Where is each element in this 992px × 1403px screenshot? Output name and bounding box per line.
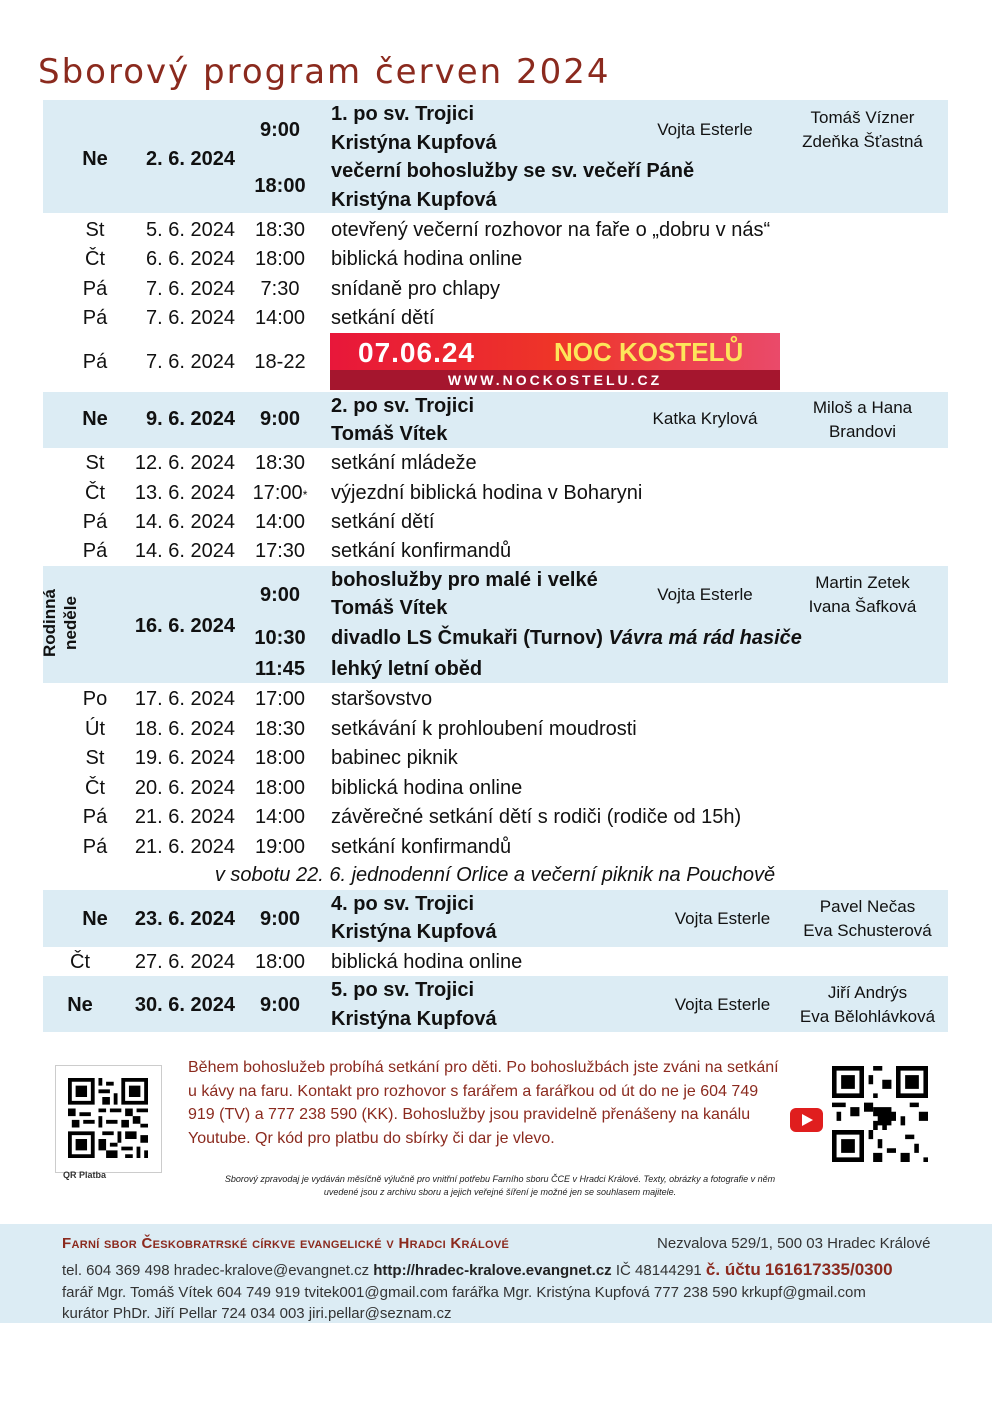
saturday-note: v sobotu 22. 6. jednodenní Orlice a večerní piknik na Pouchově <box>214 864 776 886</box>
day: Ne <box>82 148 108 170</box>
day: St <box>85 747 105 769</box>
payment-qr-code[interactable] <box>55 1065 162 1173</box>
family-sunday-label-1: Rodinná <box>40 589 59 657</box>
event-text: divadlo LS Čmukaři (Turnov) <box>331 627 603 649</box>
company-id: IČ 48144291 <box>615 1262 702 1279</box>
event: setkání konfirmandů <box>331 836 512 858</box>
date: 7. 6. 2024 <box>146 351 235 373</box>
helper: Zdeňka Šťastná <box>802 132 923 151</box>
helper: Ivana Šafková <box>808 597 917 616</box>
time: 14:00 <box>254 511 306 533</box>
service-title: 2. po sv. Trojici <box>331 395 475 417</box>
contact-line <box>62 1259 893 1281</box>
noc-kostelu-banner[interactable] <box>330 333 780 390</box>
event: biblická hodina online <box>331 248 523 270</box>
date: 30. 6. 2024 <box>134 994 235 1016</box>
event: závěrečné setkání dětí s rodiči (rodiče od 15h) <box>331 806 742 828</box>
date: 27. 6. 2024 <box>134 951 235 973</box>
preacher: Tomáš Vítek <box>331 597 448 619</box>
day: Pá <box>82 278 108 300</box>
family-sunday-label-2: neděle <box>61 596 80 650</box>
day: Pá <box>82 806 108 828</box>
date: 7. 6. 2024 <box>146 278 235 300</box>
date: 9. 6. 2024 <box>146 408 235 430</box>
time: 9:00 <box>259 908 301 930</box>
event: setkání mládeže <box>331 452 477 474</box>
day: Čt <box>85 777 105 799</box>
date: 16. 6. 2024 <box>134 615 235 637</box>
date: 17. 6. 2024 <box>134 688 235 710</box>
day: St <box>85 452 105 474</box>
account-label: č. účtu <box>705 1260 761 1279</box>
event: biblická hodina online <box>331 777 523 799</box>
date: 23. 6. 2024 <box>134 908 235 930</box>
day: Út <box>85 718 105 740</box>
time: 17:00 <box>254 688 306 710</box>
date: 2. 6. 2024 <box>146 148 235 170</box>
time-value: 17:00 <box>252 482 303 504</box>
time: 14:00 <box>254 307 306 329</box>
helper: Martin Zetek <box>815 573 910 592</box>
time: 18:00 <box>254 747 306 769</box>
day: Pá <box>82 351 108 373</box>
time: 10:30 <box>254 627 306 649</box>
day: Ne <box>82 408 108 430</box>
time: 18:30 <box>254 219 306 241</box>
time: 18:00 <box>254 951 306 973</box>
day: Pá <box>82 511 108 533</box>
date: 21. 6. 2024 <box>134 836 235 858</box>
organization-name: Farní sbor Českobratrské církve evangelické v Hradci Králové <box>62 1235 510 1252</box>
preacher: Kristýna Kupfová <box>331 1008 497 1030</box>
date: 21. 6. 2024 <box>134 806 235 828</box>
time: 18:00 <box>254 248 306 270</box>
reader: Vojta Esterle <box>674 995 771 1014</box>
day: St <box>85 219 105 241</box>
qr-code-icon <box>68 1078 148 1158</box>
event: výjezdní biblická hodina v Boharyni <box>331 482 643 504</box>
day: Čt <box>85 482 105 504</box>
day: Pá <box>82 836 108 858</box>
date: 5. 6. 2024 <box>146 219 235 241</box>
time: 9:00 <box>259 994 301 1016</box>
curator-contact: kurátor PhDr. Jiří Pellar 724 034 003 jiri.pellar@seznam.cz <box>62 1305 452 1322</box>
family-sunday-label <box>40 575 114 675</box>
preacher: Kristýna Kupfová <box>331 189 497 211</box>
event: staršovstvo <box>331 688 433 710</box>
service-title: bohoslužby pro malé i velké <box>331 569 598 591</box>
time: 18:30 <box>254 452 306 474</box>
date: 13. 6. 2024 <box>134 482 235 504</box>
time: 14:00 <box>254 806 306 828</box>
helper: Pavel Nečas <box>819 897 916 916</box>
date: 7. 6. 2024 <box>146 307 235 329</box>
time: 18:00 <box>254 777 306 799</box>
time: 9:00 <box>259 119 301 141</box>
day: Pá <box>82 540 108 562</box>
page-title: Sborový program červen 2024 <box>38 52 611 92</box>
time: 18:30 <box>254 718 306 740</box>
helper: Tomáš Vízner <box>810 108 915 127</box>
preacher: Kristýna Kupfová <box>331 132 497 154</box>
time: 11:45 <box>254 658 306 680</box>
account-number: 161617335/0300 <box>764 1260 893 1279</box>
time: 18:00 <box>254 175 306 197</box>
banner-url: WWW.NOCKOSTELU.CZ <box>330 370 780 390</box>
date: 19. 6. 2024 <box>134 747 235 769</box>
date: 18. 6. 2024 <box>134 718 235 740</box>
day: Ne <box>82 908 108 930</box>
reader: Katka Krylová <box>652 409 758 428</box>
website-link[interactable]: http://hradec-kralove.evangnet.cz <box>373 1262 612 1279</box>
banner-date: 07.06.24 <box>358 337 475 368</box>
event: setkání konfirmandů <box>331 540 512 562</box>
preacher: Kristýna Kupfová <box>331 921 497 943</box>
time <box>245 479 315 510</box>
service-title: 1. po sv. Trojici <box>331 103 475 125</box>
day: Pá <box>82 307 108 329</box>
event <box>331 624 802 653</box>
event: setkání dětí <box>331 511 435 533</box>
preacher: Tomáš Vítek <box>331 423 448 445</box>
event: snídaně pro chlapy <box>331 278 501 300</box>
time: 7:30 <box>260 278 300 300</box>
reader: Vojta Esterle <box>657 120 753 139</box>
date: 6. 6. 2024 <box>146 248 235 270</box>
day: Čt <box>70 951 90 973</box>
event: otevřený večerní rozhovor na faře o „dobru v nás“ <box>331 219 771 241</box>
time: 9:00 <box>259 408 301 430</box>
helper: Eva Bělohlávková <box>799 1007 936 1026</box>
event: lehký letní oběd <box>331 658 483 680</box>
event: biblická hodina online <box>331 951 523 973</box>
youtube-icon[interactable] <box>790 1108 823 1132</box>
pastors-contact: farář Mgr. Tomáš Vítek 604 749 919 tvitek001@gmail.com farářka Mgr. Kristýna Kupfová 777 238 590 krkupf@gmail.com <box>62 1284 866 1301</box>
helper: Jiří Andrýs <box>827 983 908 1002</box>
date: 12. 6. 2024 <box>134 452 235 474</box>
event: setkávání k prohloubení moudrosti <box>331 718 637 740</box>
event: babinec piknik <box>331 747 458 769</box>
time-footnote-mark: * <box>302 488 308 502</box>
event: setkání dětí <box>331 307 435 329</box>
qr-caption: QR Platba <box>63 1170 107 1180</box>
youtube-qr-code[interactable] <box>832 1066 928 1162</box>
time: 18-22 <box>254 351 306 373</box>
address: Nezvalova 529/1, 500 03 Hradec Králové <box>657 1235 931 1252</box>
day: Po <box>82 688 108 710</box>
helper: Eva Schusterová <box>803 921 932 940</box>
time: 19:00 <box>254 836 306 858</box>
reader: Vojta Esterle <box>674 909 771 928</box>
service-title: večerní bohoslužby se sv. večeří Páně <box>331 160 695 182</box>
disclaimer: Sborový zpravodaj je vydáván měsíčně výlučně pro vnitřní potřebu Farního sboru ČCE v Hradci Králové. Texty, obrázky a fotografie v něm uvedené jsou z archivu sboru a jejich veřejné šíření je možné jen se souhlasem majitele. <box>224 1174 776 1197</box>
play-title: Vávra má rád hasiče <box>608 627 802 649</box>
reader: Vojta Esterle <box>657 585 753 604</box>
banner-name: NOC KOSTELŮ <box>554 337 744 367</box>
date: 20. 6. 2024 <box>134 777 235 799</box>
service-title: 5. po sv. Trojici <box>331 979 475 1001</box>
date: 14. 6. 2024 <box>134 540 235 562</box>
info-text: Během bohoslužeb probíhá setkání pro děti. Po bohoslužbách jste zváni na setkání u kávy na faru. Kontakt pro rozhovor s farářem a farářkou od út do ne je 604 749 919 (TV) a 777 238 590 (KK). Bohoslužby jsou pravidelně přenášeny na kanálu Youtube. Qr kód pro platbu do sbírky či dar je vlevo. <box>188 1059 779 1147</box>
service-title: 4. po sv. Trojici <box>331 893 475 915</box>
helper: Miloš a Hana <box>812 398 913 417</box>
time: 9:00 <box>259 584 301 606</box>
time: 17:30 <box>254 540 306 562</box>
date: 14. 6. 2024 <box>134 511 235 533</box>
day: Ne <box>67 994 93 1016</box>
helper: Brandovi <box>828 422 897 441</box>
phone-email[interactable]: tel. 604 369 498 hradec-kralove@evangnet.cz <box>62 1262 370 1279</box>
day: Čt <box>85 248 105 270</box>
